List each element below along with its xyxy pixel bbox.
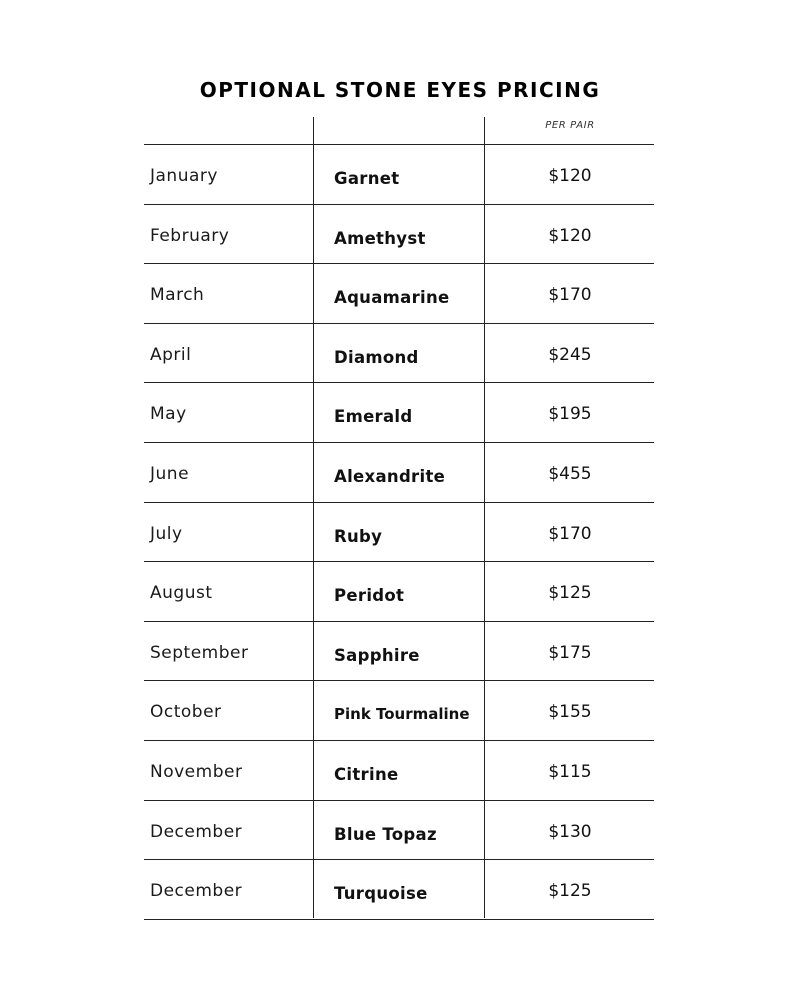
price-cell: $120 — [548, 225, 592, 246]
price-cell: $130 — [548, 821, 592, 842]
month-cell: April — [150, 344, 192, 365]
pricing-table — [144, 117, 654, 920]
stone-cell: Sapphire — [334, 645, 420, 665]
stone-cell: Peridot — [334, 586, 405, 606]
table-row — [144, 264, 654, 324]
month-cell: February — [150, 225, 230, 246]
month-cell: December — [150, 881, 243, 902]
table-row — [144, 145, 654, 205]
price-cell: $125 — [548, 881, 592, 902]
price-cell: $170 — [548, 523, 592, 544]
month-cell: May — [150, 404, 187, 425]
table-row — [144, 324, 654, 384]
stone-cell: Aquamarine — [334, 288, 450, 308]
price-cell: $195 — [548, 404, 592, 425]
per-pair-header: PER PAIR — [545, 120, 595, 131]
price-cell: $170 — [548, 285, 592, 306]
price-cell: $120 — [548, 166, 592, 186]
table-row — [144, 383, 654, 443]
month-cell: July — [150, 523, 183, 544]
stone-cell: Pink Tourmaline — [334, 705, 470, 724]
price-cell: $155 — [548, 702, 592, 723]
month-cell: September — [150, 642, 249, 663]
table-row — [144, 562, 654, 622]
table-header-row — [144, 117, 654, 145]
stone-cell: Emerald — [334, 407, 413, 427]
price-cell: $245 — [548, 344, 592, 365]
stone-cell: Alexandrite — [334, 466, 446, 486]
month-cell: June — [150, 463, 190, 484]
stone-cell: Amethyst — [334, 228, 426, 248]
stone-cell: Diamond — [334, 347, 419, 367]
stone-cell: Ruby — [334, 526, 383, 546]
table-row — [144, 622, 654, 682]
month-cell: December — [150, 821, 243, 842]
month-cell: November — [150, 761, 243, 782]
table-row — [144, 801, 654, 861]
table-row — [144, 681, 654, 741]
table-row — [144, 443, 654, 503]
stone-cell: Garnet — [334, 169, 400, 188]
page-title: OPTIONAL STONE EYES PRICING — [199, 78, 601, 102]
stone-cell: Blue Topaz — [334, 824, 437, 844]
table-row — [144, 860, 654, 920]
price-cell: $115 — [548, 761, 592, 782]
month-cell: October — [150, 702, 222, 723]
month-cell: March — [150, 285, 205, 306]
table-row — [144, 503, 654, 563]
price-cell: $125 — [548, 583, 592, 604]
stone-cell: Citrine — [334, 764, 399, 784]
month-cell: August — [150, 583, 213, 604]
month-cell: January — [150, 166, 218, 186]
price-cell: $175 — [548, 642, 592, 663]
stone-cell: Turquoise — [334, 884, 428, 904]
price-cell: $455 — [548, 463, 592, 484]
table-row — [144, 205, 654, 265]
table-row — [144, 741, 654, 801]
